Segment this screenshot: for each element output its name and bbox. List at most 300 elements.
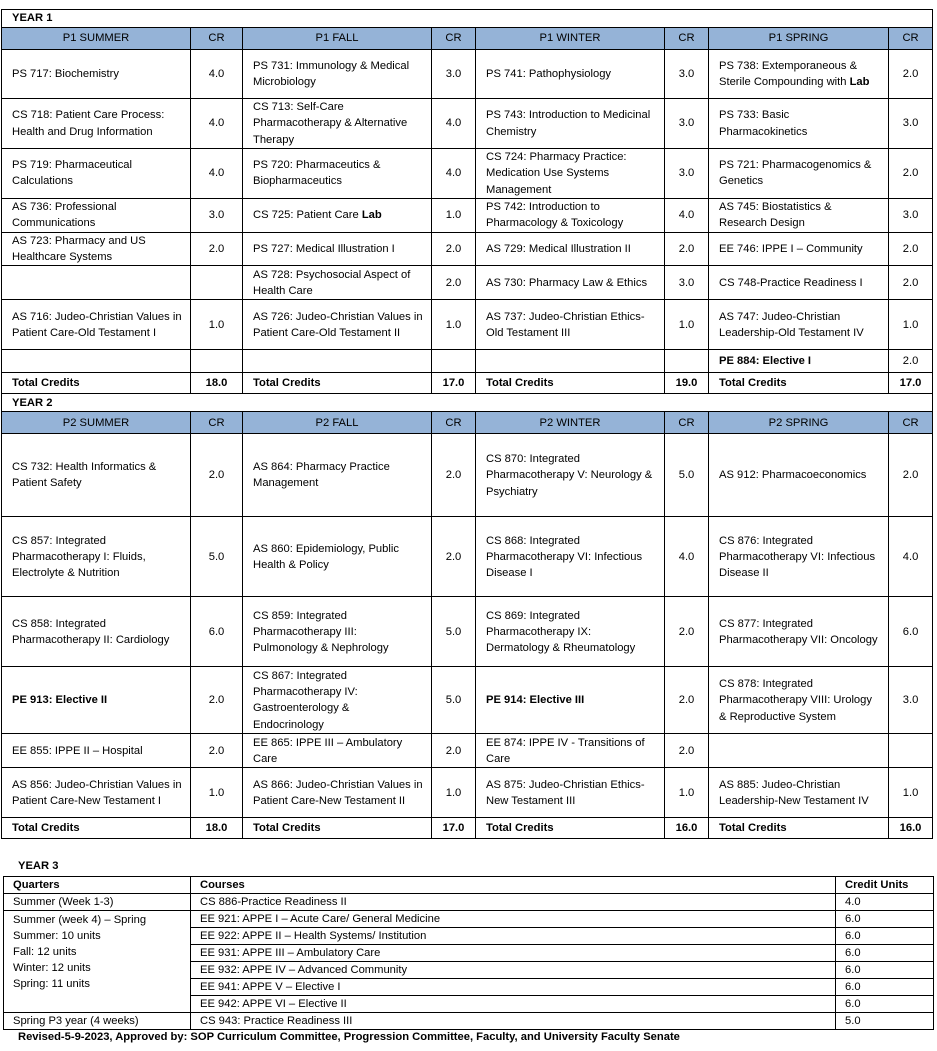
credit-value [889, 99, 933, 149]
cell-text: CS 859: Integrated Pharmacotherapy III: Pulmonology & Nephrology [253, 609, 389, 655]
credit-value [191, 434, 243, 517]
year2-header-5: CR [665, 412, 709, 434]
cell-text: 3.0 [678, 117, 695, 130]
cell-text: PE 914: Elective III [486, 694, 585, 707]
credit-value [432, 768, 476, 818]
cell-text: AS 885: Judeo-Christian Leadership-New Testament IV [719, 778, 869, 807]
year1-header-3: CR [432, 28, 476, 50]
cell-text: 1.0 [208, 786, 225, 799]
credit-value [889, 768, 933, 818]
cell-text: CS 878: Integrated Pharmacotherapy VIII: Urology & Reproductive System [719, 678, 872, 723]
course-name [476, 149, 665, 199]
year3-header-1: Courses [191, 877, 836, 894]
cell-text: 2.0 [208, 469, 225, 482]
cell-text: 2.0 [445, 276, 462, 289]
cell-text: PS 743: Introduction to Medicinal Chemistry [486, 109, 651, 138]
course-row [2, 517, 933, 597]
total-credits-label: Total Credits [476, 818, 665, 839]
course-name [243, 434, 432, 517]
credit-value [889, 667, 933, 734]
cell-text: 1.0 [445, 209, 462, 222]
credit-value [665, 734, 709, 768]
year1-header-1: CR [191, 28, 243, 50]
course-name [476, 667, 665, 734]
credit-value [665, 99, 709, 149]
credit-value [432, 50, 476, 99]
credit-value [432, 99, 476, 149]
lab-label: Lab [361, 209, 382, 222]
course-row [2, 300, 933, 350]
cell-text: CS 713: Self-Care Pharmacotherapy & Alternative Therapy [253, 101, 408, 146]
course-row [2, 99, 933, 149]
cell-text: 3.0 [902, 117, 919, 130]
course-row [2, 434, 933, 517]
cell-text: 6.0 [208, 625, 225, 638]
course-row [2, 198, 933, 232]
cell-text: 3.0 [678, 276, 695, 289]
total-credits-value: 18.0 [191, 373, 243, 394]
cell-text: AS 866: Judeo-Christian Values in Patient Care-New Testament II [253, 778, 423, 807]
credit-value [191, 99, 243, 149]
cell-text: PS 720: Pharmaceutics & Biopharmaceutics [253, 159, 381, 188]
course-name [709, 50, 889, 99]
course-name [243, 734, 432, 768]
cell-text: 2.0 [678, 694, 695, 707]
cell-text: AS 875: Judeo-Christian Ethics-New Testament III [486, 778, 645, 807]
course-name [476, 198, 665, 232]
cell-text: PS 738: Extemporaneous & Sterile Compounding with [719, 59, 858, 88]
year2-header-3: CR [432, 412, 476, 434]
course-row [2, 50, 933, 99]
cell-text: 5.0 [208, 550, 225, 563]
course-name [709, 300, 889, 350]
credit-value [191, 198, 243, 232]
cell-text: 3.0 [445, 67, 462, 80]
year1-title: YEAR 1 [2, 10, 933, 28]
quarter-line: Summer (week 4) – Spring [13, 914, 147, 926]
cell-text: 5.0 [678, 469, 695, 482]
course-row [2, 266, 933, 300]
year3-title: YEAR 3 [18, 860, 59, 872]
total-credits-value: 17.0 [889, 373, 933, 394]
cell-text: CS 748-Practice Readiness I [719, 276, 863, 289]
course-name [709, 149, 889, 199]
cell-text: 3.0 [678, 67, 695, 80]
cell-text: 4.0 [678, 209, 695, 222]
cell-text: 2.0 [445, 550, 462, 563]
course-name [243, 198, 432, 232]
course-row [2, 768, 933, 818]
cell-text: 2.0 [208, 744, 225, 757]
course-name [476, 517, 665, 597]
course-name [2, 434, 191, 517]
cell-text: AS 864: Pharmacy Practice Management [253, 461, 390, 490]
year3-credit: 6.0 [836, 945, 934, 962]
cell-text: CS 718: Patient Care Process: Health and Drug Information [12, 109, 165, 138]
course-name [709, 667, 889, 734]
cell-text: AS 912: Pharmacoeconomics [719, 469, 867, 482]
credit-value [665, 50, 709, 99]
year1-header-7: CR [889, 28, 933, 50]
cell-text: 3.0 [902, 209, 919, 222]
cell-text: 1.0 [208, 318, 225, 331]
year1-header-row [2, 28, 933, 50]
credit-value [191, 149, 243, 199]
total-credits-value: 16.0 [889, 818, 933, 839]
cell-text: PS 733: Basic Pharmacokinetics [719, 109, 808, 138]
credit-value [191, 667, 243, 734]
quarter-line: Winter: 12 units [13, 962, 91, 974]
course-name [243, 517, 432, 597]
year1-header-2: P1 FALL [243, 28, 432, 50]
revision-footer: Revised-5-9-2023, Approved by: SOP Curriculum Committee, Progression Committee, Faculty, and University Faculty Senate [18, 1031, 680, 1043]
year3-course: CS 943: Practice Readiness III [191, 1013, 836, 1030]
course-name [476, 266, 665, 300]
course-name [709, 266, 889, 300]
course-name [476, 734, 665, 768]
year2-header-2: P2 FALL [243, 412, 432, 434]
credit-value [889, 597, 933, 667]
total-credits-label: Total Credits [709, 373, 889, 394]
credit-value [432, 198, 476, 232]
cell-text: 4.0 [902, 550, 919, 563]
quarter-line: Fall: 12 units [13, 946, 77, 958]
credit-value [665, 300, 709, 350]
course-name [709, 434, 889, 517]
cell-text: CS 870: Integrated Pharmacotherapy V: Neurology & Psychiatry [486, 453, 653, 498]
course-name [243, 50, 432, 99]
cell-text: AS 860: Epidemiology, Public Health & Policy [253, 542, 399, 571]
year2-header-1: CR [191, 412, 243, 434]
course-name [243, 99, 432, 149]
course-name [709, 198, 889, 232]
cell-text: CS 877: Integrated Pharmacotherapy VII: Oncology [719, 617, 878, 646]
cell-text: 4.0 [445, 117, 462, 130]
year3-credit: 6.0 [836, 928, 934, 945]
cell-text: EE 855: IPPE II – Hospital [12, 744, 143, 757]
year3-credit: 6.0 [836, 996, 934, 1013]
course-name [709, 597, 889, 667]
cell-text: PS 727: Medical Illustration I [253, 243, 395, 256]
cell-text: AS 728: Psychosocial Aspect of Health Care [253, 268, 411, 297]
cell-text: 2.0 [902, 469, 919, 482]
total-credits-label: Total Credits [709, 818, 889, 839]
cell-text: AS 716: Judeo-Christian Values in Patient Care-Old Testament I [12, 310, 182, 339]
credit-value [665, 597, 709, 667]
cell-text: 1.0 [445, 786, 462, 799]
year2-header-0: P2 SUMMER [2, 412, 191, 434]
credit-value [432, 266, 476, 300]
cell-text: 5.0 [445, 694, 462, 707]
cell-text: PS 731: Immunology & Medical Microbiology [253, 59, 410, 88]
total-credits-value: 19.0 [665, 373, 709, 394]
cell-text: 5.0 [445, 625, 462, 638]
cell-text: PS 721: Pharmacogenomics & Genetics [719, 159, 872, 188]
cell-text: 1.0 [902, 318, 919, 331]
year1-totals-row [2, 373, 933, 394]
cell-text: 4.0 [208, 67, 225, 80]
course-name [2, 149, 191, 199]
credit-value [665, 232, 709, 266]
credit-value [665, 350, 709, 373]
cell-text: 2.0 [902, 243, 919, 256]
course-row [2, 734, 933, 768]
year3-course: EE 941: APPE V – Elective I [191, 979, 836, 996]
credit-value [665, 266, 709, 300]
lab-label: Lab [849, 76, 870, 88]
course-name [243, 350, 432, 373]
credit-value [889, 198, 933, 232]
credit-value [432, 517, 476, 597]
year3-row [4, 1013, 934, 1030]
cell-text: 3.0 [678, 167, 695, 180]
cell-text: 4.0 [445, 167, 462, 180]
credit-value [191, 300, 243, 350]
credit-value [432, 149, 476, 199]
year2-header-row [2, 412, 933, 434]
credit-value [191, 768, 243, 818]
credit-value [889, 517, 933, 597]
course-name [709, 734, 889, 768]
total-credits-value: 17.0 [432, 818, 476, 839]
year1-header-4: P1 WINTER [476, 28, 665, 50]
credit-value [889, 434, 933, 517]
year3-course: EE 921: APPE I – Acute Care/ General Medicine [191, 911, 836, 928]
year3-credit: 6.0 [836, 979, 934, 996]
course-row [2, 350, 933, 373]
course-row [2, 232, 933, 266]
credit-value [432, 667, 476, 734]
credit-value [432, 232, 476, 266]
quarter-line: Spring: 11 units [13, 978, 90, 990]
cell-text: CS 725: Patient Care [253, 209, 362, 222]
year2-header-7: CR [889, 412, 933, 434]
cell-text: CS 876: Integrated Pharmacotherapy VI: Infectious Disease II [719, 534, 876, 580]
cell-text: 3.0 [208, 209, 225, 222]
course-name [709, 350, 889, 373]
year3-credit: 5.0 [836, 1013, 934, 1030]
credit-value [889, 300, 933, 350]
cell-text: 2.0 [902, 276, 919, 289]
course-row [2, 667, 933, 734]
cell-text: 2.0 [902, 355, 919, 368]
credit-value [432, 300, 476, 350]
cell-text: 4.0 [678, 550, 695, 563]
year3-header-row [4, 877, 934, 894]
credit-value [665, 768, 709, 818]
year3-course: EE 931: APPE III – Ambulatory Care [191, 945, 836, 962]
cell-text: 4.0 [208, 167, 225, 180]
cell-text: CS 869: Integrated Pharmacotherapy IX: Dermatology & Rheumatology [486, 609, 636, 655]
cell-text: EE 865: IPPE III – Ambulatory Care [253, 736, 403, 765]
course-name [2, 198, 191, 232]
year3-header-2: Credit Units [836, 877, 934, 894]
cell-text: 1.0 [678, 786, 695, 799]
credit-value [889, 350, 933, 373]
course-row [2, 149, 933, 199]
course-name [2, 768, 191, 818]
course-name [709, 768, 889, 818]
year3-credit: 4.0 [836, 894, 934, 911]
year2-header-4: P2 WINTER [476, 412, 665, 434]
total-credits-label: Total Credits [2, 818, 191, 839]
course-name [2, 50, 191, 99]
cell-text: CS 732: Health Informatics & Patient Safety [12, 461, 157, 490]
cell-text: 2.0 [902, 167, 919, 180]
quarter-cell-apppe [4, 911, 191, 1013]
credit-value [432, 434, 476, 517]
course-name [243, 149, 432, 199]
cell-text: CS 724: Pharmacy Practice: Medication Use Systems Management [486, 151, 627, 196]
cell-text: CS 867: Integrated Pharmacotherapy IV: Gastroenterology & Endocrinology [253, 669, 358, 731]
year2-title-row [2, 394, 933, 412]
cell-text: AS 736: Professional Communications [12, 201, 117, 230]
cell-text: PS 719: Pharmaceutical Calculations [12, 159, 133, 188]
credit-value [665, 198, 709, 232]
year1-header-0: P1 SUMMER [2, 28, 191, 50]
credit-value [191, 50, 243, 99]
total-credits-value: 18.0 [191, 818, 243, 839]
year3-row [4, 911, 934, 928]
course-name [243, 768, 432, 818]
cell-text: PS 717: Biochemistry [12, 67, 119, 80]
credit-value [889, 266, 933, 300]
course-name [2, 266, 191, 300]
year3-credit: 6.0 [836, 911, 934, 928]
course-name [243, 300, 432, 350]
year3-row [4, 894, 934, 911]
course-name [243, 667, 432, 734]
course-name [2, 597, 191, 667]
cell-text: 2.0 [445, 744, 462, 757]
cell-text: AS 745: Biostatistics & Research Design [719, 201, 832, 230]
cell-text: CS 857: Integrated Pharmacotherapy I: Fluids, Electrolyte & Nutrition [12, 534, 146, 580]
course-name [709, 517, 889, 597]
cell-text: CS 868: Integrated Pharmacotherapy VI: Infectious Disease I [486, 534, 643, 580]
cell-text: 1.0 [445, 318, 462, 331]
course-name [2, 300, 191, 350]
year3-course: EE 932: APPE IV – Advanced Community [191, 962, 836, 979]
cell-text: AS 747: Judeo-Christian Leadership-Old Testament IV [719, 310, 864, 339]
cell-text: EE 874: IPPE IV - Transitions of Care [486, 736, 645, 765]
course-row [2, 597, 933, 667]
course-name [476, 300, 665, 350]
cell-text: AS 723: Pharmacy and US Healthcare Systems [12, 234, 146, 264]
quarter-line: Summer: 10 units [13, 930, 101, 942]
cell-text: 2.0 [208, 243, 225, 256]
course-name [2, 734, 191, 768]
cell-text: 6.0 [902, 625, 919, 638]
cell-text: PS 741: Pathophysiology [486, 67, 612, 80]
course-name [2, 350, 191, 373]
cell-text: AS 729: Medical Illustration II [486, 243, 631, 256]
credit-value [889, 50, 933, 99]
credit-value [191, 232, 243, 266]
course-name [476, 434, 665, 517]
course-name [476, 768, 665, 818]
cell-text: 2.0 [678, 243, 695, 256]
cell-text: 2.0 [445, 243, 462, 256]
year3-table [3, 876, 934, 1030]
year1-header-5: CR [665, 28, 709, 50]
course-name [2, 232, 191, 266]
course-name [2, 517, 191, 597]
cell-text: AS 737: Judeo-Christian Ethics-Old Testament III [486, 310, 645, 339]
total-credits-label: Total Credits [243, 818, 432, 839]
total-credits-label: Total Credits [243, 373, 432, 394]
course-name [2, 99, 191, 149]
year3-header-0: Quarters [4, 877, 191, 894]
credit-value [191, 597, 243, 667]
cell-text: 2.0 [902, 67, 919, 80]
cell-text: 2.0 [445, 469, 462, 482]
course-name [476, 232, 665, 266]
course-name [476, 99, 665, 149]
credit-value [191, 517, 243, 597]
cell-text: 3.0 [902, 694, 919, 707]
credit-value [191, 350, 243, 373]
cell-text: PE 913: Elective II [12, 694, 108, 707]
credit-value [665, 149, 709, 199]
cell-text: CS 858: Integrated Pharmacotherapy II: Cardiology [12, 617, 170, 646]
quarter-cell: Spring P3 year (4 weeks) [4, 1013, 191, 1030]
cell-text: AS 856: Judeo-Christian Values in Patient Care-New Testament I [12, 778, 182, 807]
cell-text: 2.0 [678, 744, 695, 757]
credit-value [889, 734, 933, 768]
credit-value [191, 734, 243, 768]
year3-credit: 6.0 [836, 962, 934, 979]
course-name [243, 597, 432, 667]
curriculum-table [1, 9, 933, 839]
course-name [476, 597, 665, 667]
cell-text: 2.0 [678, 625, 695, 638]
quarter-cell: Summer (Week 1-3) [4, 894, 191, 911]
credit-value [432, 734, 476, 768]
total-credits-value: 16.0 [665, 818, 709, 839]
course-name [243, 232, 432, 266]
total-credits-value: 17.0 [432, 373, 476, 394]
cell-text: 1.0 [678, 318, 695, 331]
credit-value [665, 667, 709, 734]
credit-value [191, 266, 243, 300]
year2-header-6: P2 SPRING [709, 412, 889, 434]
course-name [709, 99, 889, 149]
course-name [476, 350, 665, 373]
credit-value [665, 434, 709, 517]
year3-course: EE 942: APPE VI – Elective II [191, 996, 836, 1013]
year3-course: CS 886-Practice Readiness II [191, 894, 836, 911]
cell-text: AS 730: Pharmacy Law & Ethics [486, 276, 648, 289]
year3-course: EE 922: APPE II – Health Systems/ Institution [191, 928, 836, 945]
credit-value [889, 149, 933, 199]
total-credits-label: Total Credits [476, 373, 665, 394]
credit-value [432, 597, 476, 667]
cell-text: EE 746: IPPE I – Community [719, 243, 863, 256]
credit-value [889, 232, 933, 266]
year2-title: YEAR 2 [2, 394, 933, 412]
cell-text: AS 726: Judeo-Christian Values in Patient Care-Old Testament II [253, 310, 423, 339]
credit-value [665, 517, 709, 597]
year2-totals-row [2, 818, 933, 839]
credit-value [432, 350, 476, 373]
year1-header-6: P1 SPRING [709, 28, 889, 50]
course-name [243, 266, 432, 300]
cell-text: 4.0 [208, 117, 225, 130]
total-credits-label: Total Credits [2, 373, 191, 394]
cell-text: PE 884: Elective I [719, 355, 812, 368]
course-name [709, 232, 889, 266]
year1-title-row [2, 10, 933, 28]
